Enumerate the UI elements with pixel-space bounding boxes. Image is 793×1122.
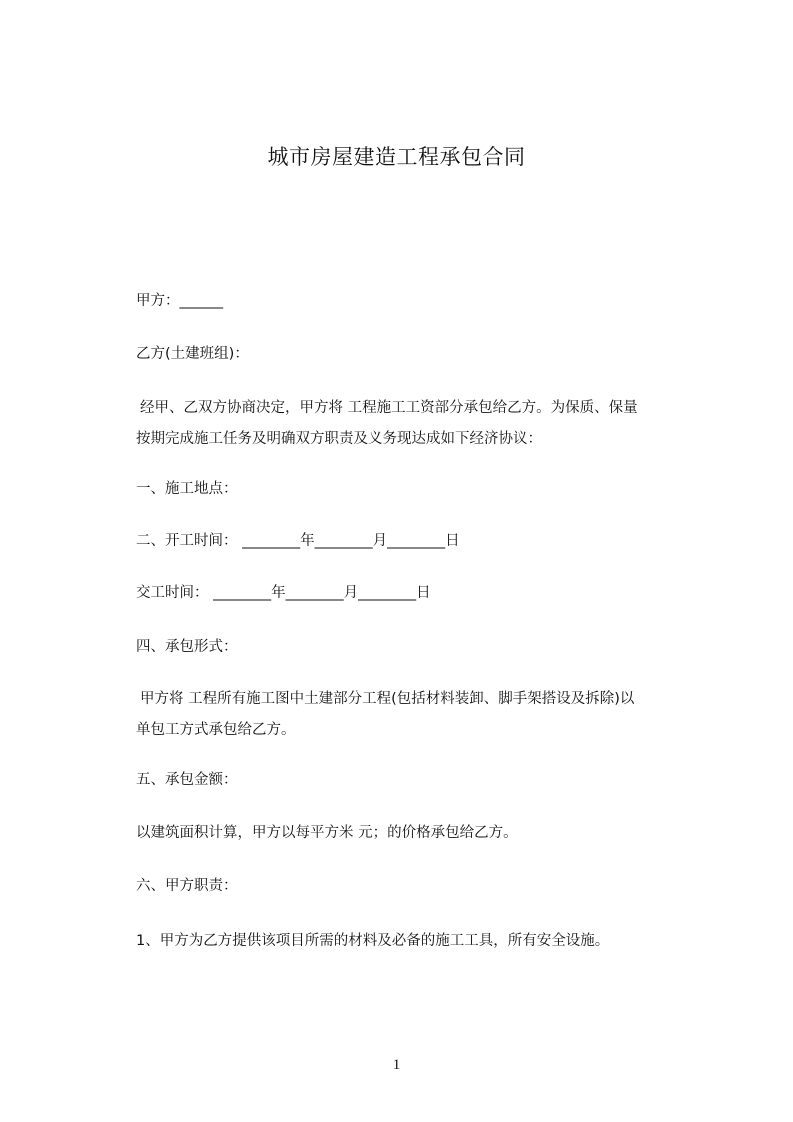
page-number: 1 [392, 1057, 401, 1073]
section-5-text: 以建筑面积计算，甲方以每平方米 元；的价格承包给乙方。 [136, 825, 518, 841]
preamble-paragraph [136, 393, 706, 455]
preamble-line-1: 经甲、乙双方协商决定，甲方将 工程施工工资部分承包给乙方。为保质、保量 [140, 400, 638, 416]
party-a-line: 甲方：______ [136, 293, 223, 309]
section-6-heading: 六、甲方职责： [136, 878, 238, 894]
party-b-line: 乙方(土建班组)： [136, 346, 249, 362]
section-2-start-date: 二、开工时间： ________年________月________日 [136, 533, 460, 549]
document-title: 城市房屋建造工程承包合同 [267, 145, 526, 169]
section-4-line-2: 单包工方式承包给乙方。 [136, 722, 296, 738]
section-4-paragraph [136, 684, 706, 746]
section-4-heading: 四、承包形式： [136, 639, 238, 655]
section-4-line-1: 甲方将 工程所有施工图中土建部分工程(包括材料装卸、脚手架搭设及拆除)以 [140, 691, 635, 707]
section-5-heading: 五、承包金额： [136, 772, 238, 788]
section-6-item-1: 1、甲方为乙方提供该项目所需的材料及必备的施工工具，所有安全设施。 [136, 933, 610, 949]
section-2-end-date: 交工时间： ________年________月________日 [136, 585, 431, 601]
section-1-heading: 一、施工地点： [136, 481, 238, 497]
preamble-line-2: 按期完成施工任务及明确双方职责及义务现达成如下经济协议： [136, 431, 542, 447]
